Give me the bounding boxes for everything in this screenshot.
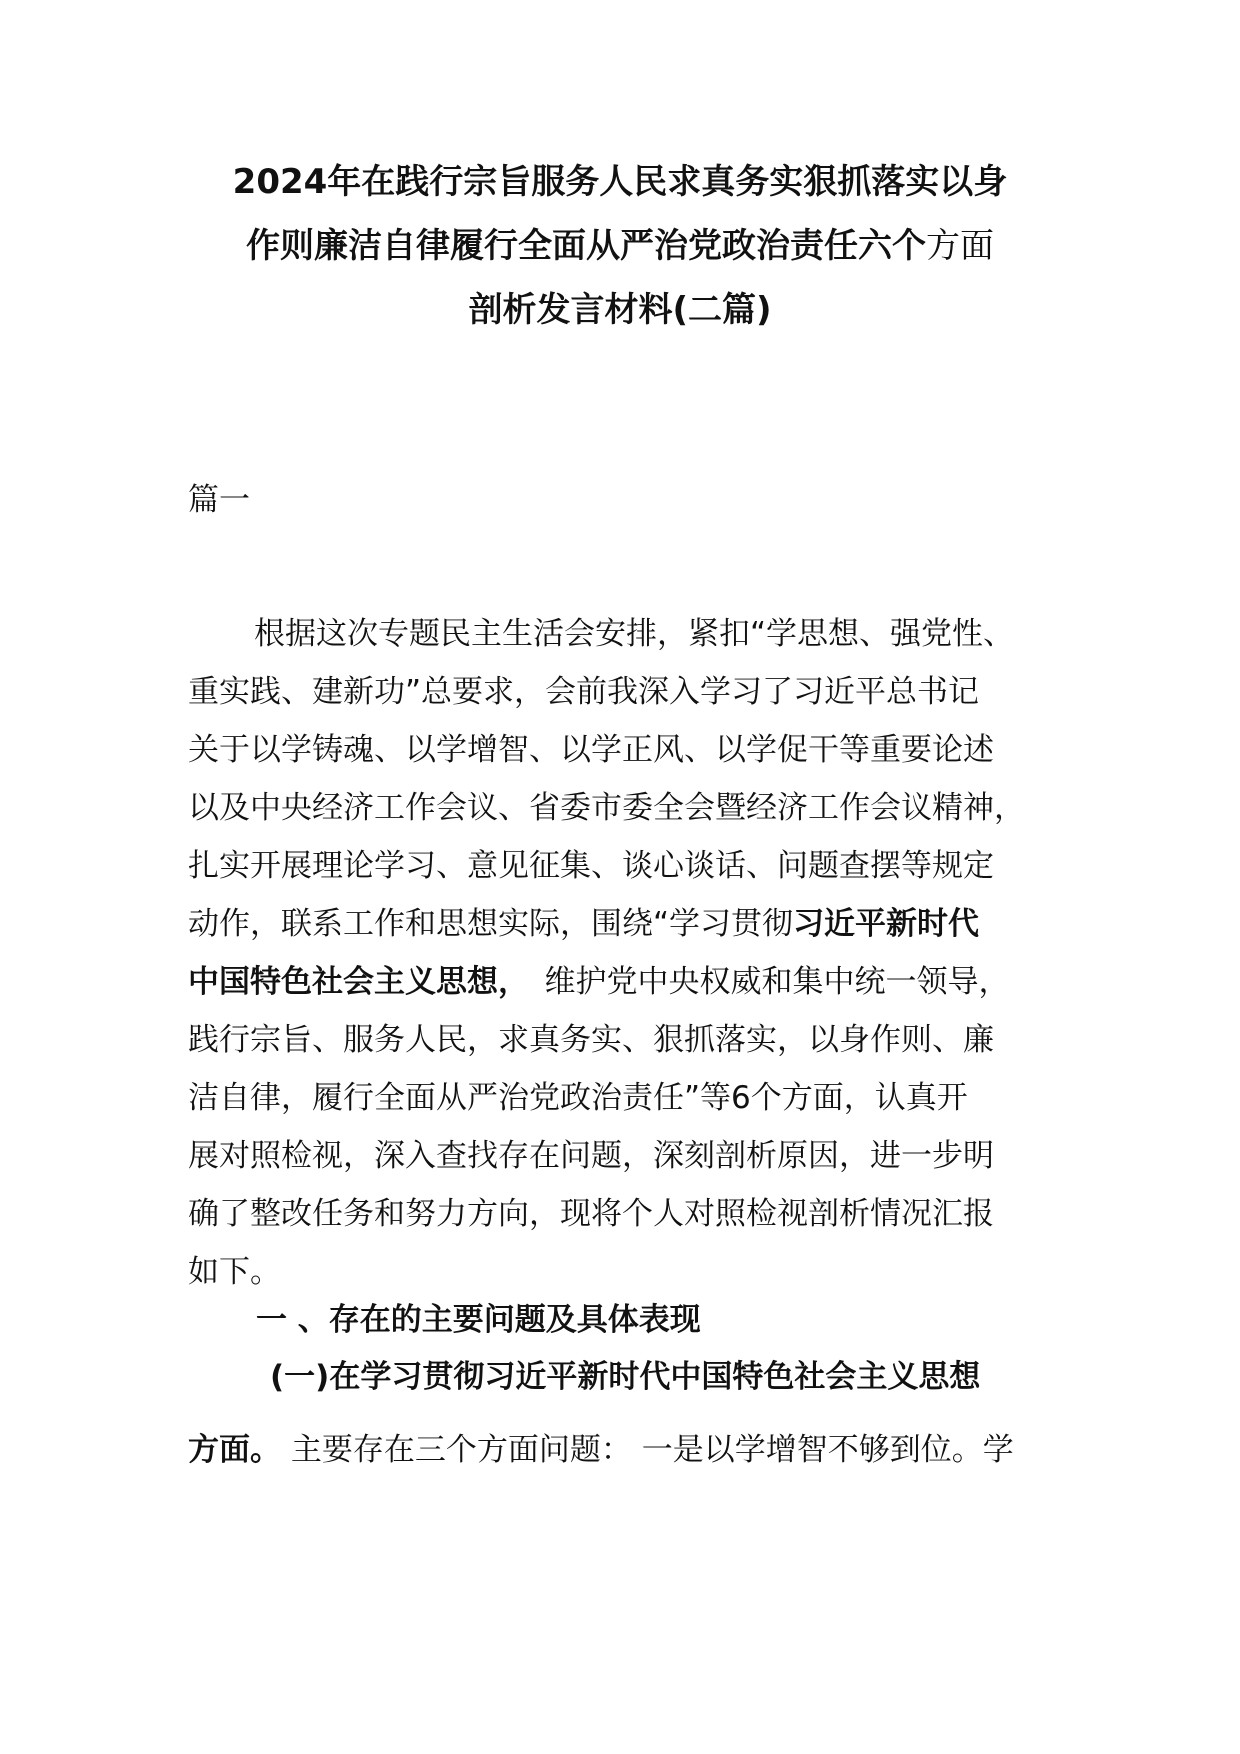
body-line-11: 确了整改任务和努力方向，现将个人对照检视剖析情况汇报 <box>188 1196 994 1232</box>
body-line-8: 践行宗旨、服务人民，求真务实、狠抓落实，以身作则、廉 <box>188 1022 994 1058</box>
body-last-line <box>188 1430 1014 1470</box>
body-paragraph <box>188 605 1068 1301</box>
body-line-7a-bold: 中国特色社会主义思想， <box>188 964 514 1000</box>
last-line-rest: 主要存在三个方面问题： 一是以学增智不够到位。学 <box>281 1432 1014 1468</box>
body-line-9: 洁自律，履行全面从严治党政治责任”等6个方面，认真开 <box>188 1080 968 1116</box>
title-line-1: 2024年在践行宗旨服务人民求真务实狠抓落实以身 <box>232 162 1008 202</box>
title-line-2-light: 方面 <box>926 226 994 266</box>
last-line-bold: 方面。 <box>188 1432 281 1468</box>
body-line-3: 关于以学铸魂、以学增智、以学正风、以学促干等重要论述 <box>188 732 994 768</box>
body-line-12: 如下。 <box>188 1254 281 1290</box>
body-line-4: 以及中央经济工作会议、省委市委全会暨经济工作会议精神， <box>188 790 1025 826</box>
heading-level-1: 一 、存在的主要问题及具体表现 <box>256 1302 701 1338</box>
title-line-3: 剖析发言材料(二篇) <box>468 290 772 330</box>
body-line-6b-bold: 习近平新时代 <box>793 906 980 942</box>
heading-level-2: (一)在学习贯彻习近平新时代中国特色社会主义思想 <box>270 1359 981 1395</box>
section-label: 篇一 <box>188 482 250 518</box>
body-line-2: 重实践、建新功”总要求，会前我深入学习了习近平总书记 <box>188 674 980 710</box>
document-title <box>160 150 1080 342</box>
body-line-7 <box>188 953 1068 1011</box>
body-line-10: 展对照检视，深入查找存在问题，深刻剖析原因，进一步明 <box>188 1138 994 1174</box>
body-line-5: 扎实开展理论学习、意见征集、谈心谈话、问题查摆等规定 <box>188 848 994 884</box>
body-line-7b: 维护党中央权威和集中统一领导， <box>513 964 1010 1000</box>
title-line-2 <box>160 214 1080 278</box>
body-line-6 <box>188 895 1068 953</box>
body-line-6a: 动作，联系工作和思想实际，围绕“学习贯彻 <box>188 906 794 942</box>
body-line-1: 根据这次专题民主生活会安排，紧扣“学思想、强党性、 <box>254 616 1015 652</box>
title-line-2-bold: 作则廉洁自律履行全面从严治党政治责任六个 <box>246 226 926 266</box>
